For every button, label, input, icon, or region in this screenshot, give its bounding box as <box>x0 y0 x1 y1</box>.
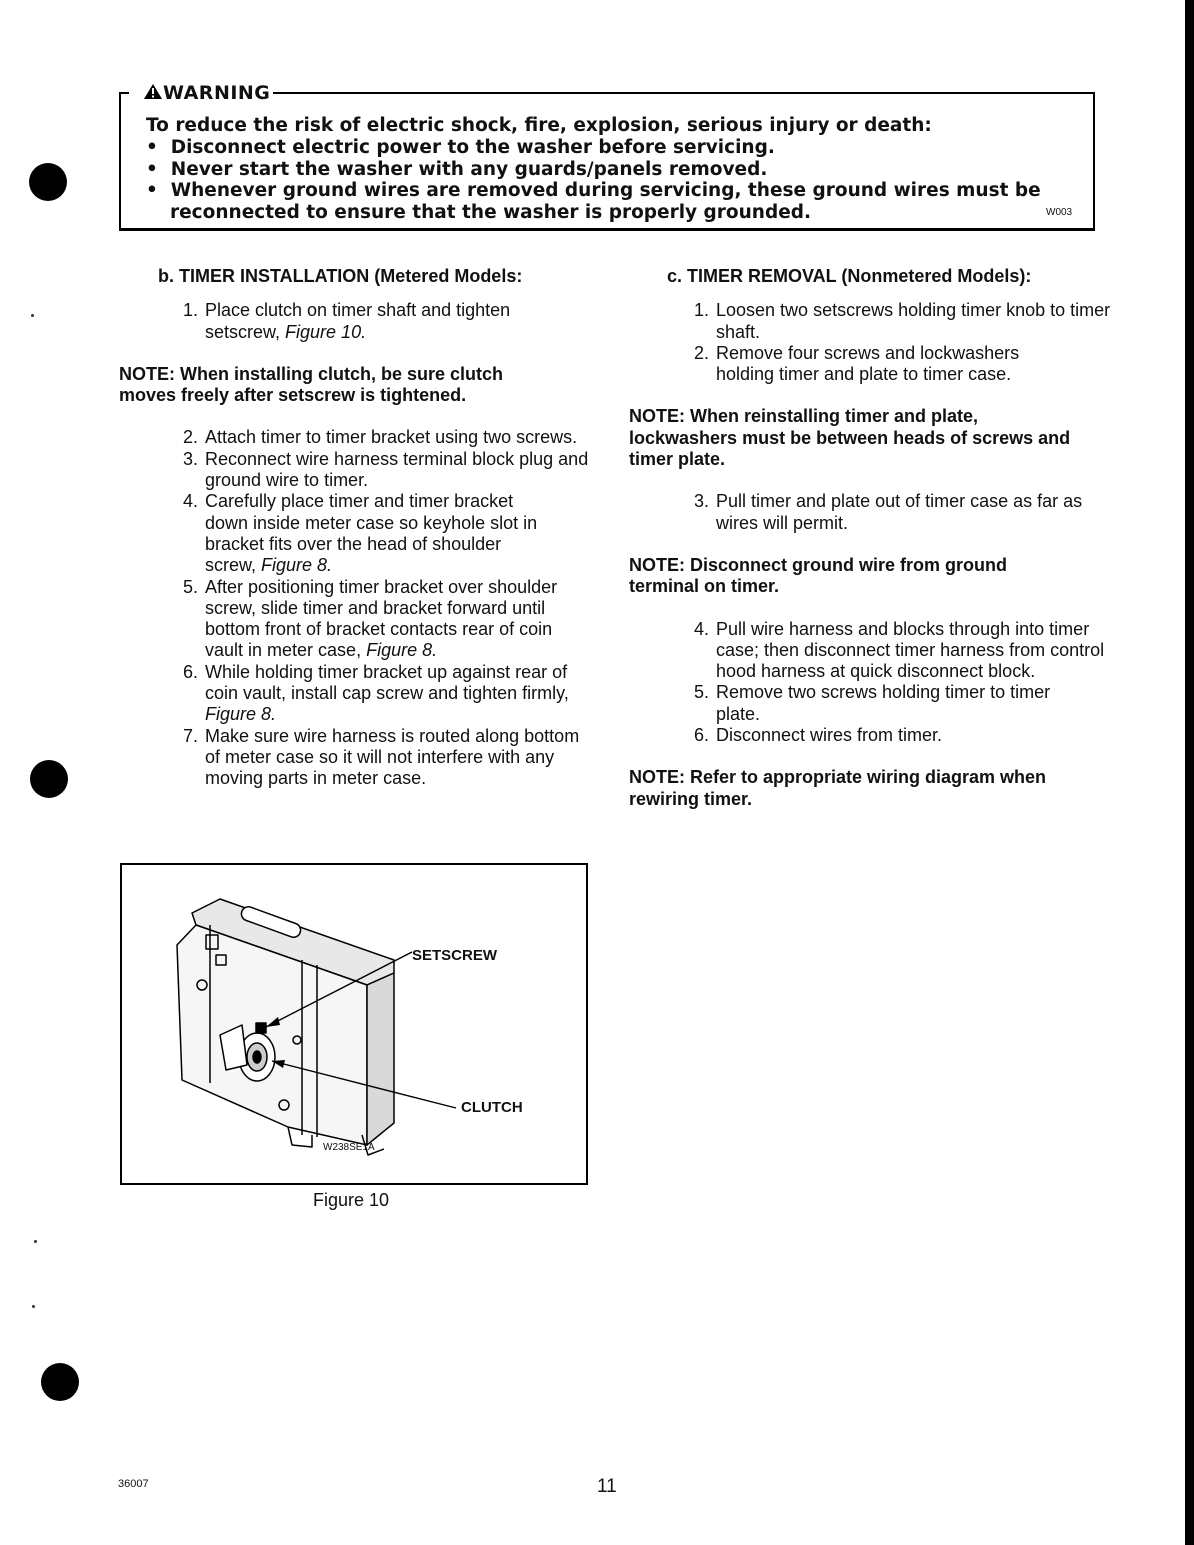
list-number: 1. <box>183 300 199 321</box>
figure-reference: Figure 8. <box>261 555 333 576</box>
list-item <box>183 726 589 790</box>
list-number: 1. <box>694 300 710 321</box>
punch-hole-top <box>29 163 67 201</box>
list-item <box>183 427 589 448</box>
list-text: After positioning timer bracket over shoulder screw, slide timer and bracket forward until bottom front of bracket contacts rear of coin vault in meter case, <box>205 576 558 661</box>
note: NOTE: Disconnect ground wire from ground terminal on timer. <box>629 554 1007 597</box>
list-item <box>183 449 589 492</box>
warning-title <box>143 82 270 104</box>
warning-bullet: • Disconnect electric power to the washer before servicing. <box>146 137 775 158</box>
punch-hole-bottom <box>41 1363 79 1401</box>
list-number: 2. <box>694 342 710 363</box>
figure-reference: Figure 8. <box>366 640 438 661</box>
list-item <box>694 725 1096 746</box>
list-text: Reconnect wire harness terminal block plug and ground wire to timer. <box>205 448 589 491</box>
list-number: 5. <box>183 576 199 597</box>
document-number: 36007 <box>118 1478 149 1490</box>
warning-intro: To reduce the risk of electric shock, fire, explosion, serious injury or death: <box>146 115 932 136</box>
callout-setscrew: SETSCREW <box>412 947 498 964</box>
warning-box-top-left <box>119 92 129 94</box>
list-item <box>694 343 1076 386</box>
list-number: 2. <box>183 427 199 448</box>
note: NOTE: Refer to appropriate wiring diagram when rewiring timer. <box>629 767 1047 809</box>
list-number: 3. <box>183 448 199 469</box>
warning-bullet-text: Whenever ground wires are removed during servicing, these ground wires must be <box>170 180 1041 201</box>
figure-caption: Figure 10 <box>313 1190 390 1210</box>
list-item <box>183 577 577 662</box>
scan-speck <box>31 314 34 317</box>
list-item <box>694 491 1116 534</box>
scan-speck <box>32 1305 35 1308</box>
setscrew-shape <box>256 1023 266 1033</box>
warning-bullet-continued <box>170 202 811 223</box>
page-number: 11 <box>597 1476 617 1497</box>
list-number: 5. <box>694 682 710 703</box>
warning-code: W003 <box>1046 207 1073 218</box>
list-item <box>694 619 1116 683</box>
warning-bullet: • Whenever ground wires are removed during servicing, these ground wires must be <box>146 180 1041 201</box>
warning-bullet-text: Never start the washer with any guards/panels removed. <box>170 159 768 180</box>
list-text: Attach timer to timer bracket using two screws. <box>205 427 578 448</box>
timer-illustration <box>122 865 586 1183</box>
list-text: setscrew, <box>205 321 286 342</box>
list-text: Remove two screws holding timer to timer plate. <box>716 682 1051 724</box>
list-text: Pull timer and plate out of timer case as far as wires will permit. <box>716 491 1083 533</box>
callout-clutch: CLUTCH <box>461 1099 523 1116</box>
list-text: Loosen two setscrews holding timer knob to timer shaft. <box>716 300 1111 342</box>
list-item <box>183 300 589 343</box>
figure-frame <box>120 863 588 1185</box>
list-number: 4. <box>694 618 710 639</box>
scan-edge-bar <box>1185 0 1194 1545</box>
punch-hole-middle <box>30 760 68 798</box>
list-number: 4. <box>183 491 199 512</box>
list-text: Pull wire harness and blocks through into timer case; then disconnect timer harness from control hood harness at quick disconnect block. <box>716 618 1105 682</box>
warning-bullet-text: Disconnect electric power to the washer before servicing. <box>170 137 775 158</box>
list-text: Place clutch on timer shaft and tighten <box>205 300 511 321</box>
scan-speck <box>34 1240 37 1243</box>
list-item <box>183 491 555 576</box>
figure-reference: Figure 10. <box>285 321 367 342</box>
list-item <box>183 662 589 726</box>
list-text: While holding timer bracket up against rear of coin vault, install cap screw and tighten firmly, <box>205 661 569 704</box>
left-column <box>119 266 589 790</box>
list-number: 7. <box>183 725 199 746</box>
list-number: 6. <box>183 661 199 682</box>
note: NOTE: When installing clutch, be sure clutch moves freely after setscrew is tightened. <box>119 363 504 406</box>
figure-reference: Figure 8. <box>205 704 277 725</box>
warning-triangle-icon <box>143 83 163 100</box>
list-number: 6. <box>694 725 710 746</box>
right-column <box>629 266 1111 810</box>
warning-box-top-right <box>273 92 1093 94</box>
warning-bullet-text: reconnected to ensure that the washer is properly grounded. <box>170 202 812 223</box>
timer-side-face <box>367 973 394 1145</box>
note: NOTE: When reinstalling timer and plate, lockwashers must be between heads of screws and timer plate. <box>629 406 1071 470</box>
list-text: Carefully place timer and timer bracket down inside meter case so keyhole slot in bracket fits over the head of shoulder screw, <box>205 491 538 576</box>
section-heading-c: c. TIMER REMOVAL (Nonmetered Models): <box>667 266 1032 286</box>
warning-bullet: • Never start the washer with any guards/panels removed. <box>146 159 768 180</box>
list-text: Make sure wire harness is routed along bottom of meter case so it will not interfere with any moving parts in meter case. <box>205 725 580 789</box>
list-item <box>694 300 1116 343</box>
warning-title-text: WARNING <box>163 82 271 104</box>
list-item <box>694 682 1096 725</box>
section-heading-b: b. TIMER INSTALLATION (Metered Models: <box>158 266 523 286</box>
list-text: Disconnect wires from timer. <box>716 725 943 746</box>
figure-code: W238SE1A <box>323 1142 375 1153</box>
list-text: Remove four screws and lockwashers holding timer and plate to timer case. <box>716 342 1020 385</box>
list-number: 3. <box>694 491 710 512</box>
